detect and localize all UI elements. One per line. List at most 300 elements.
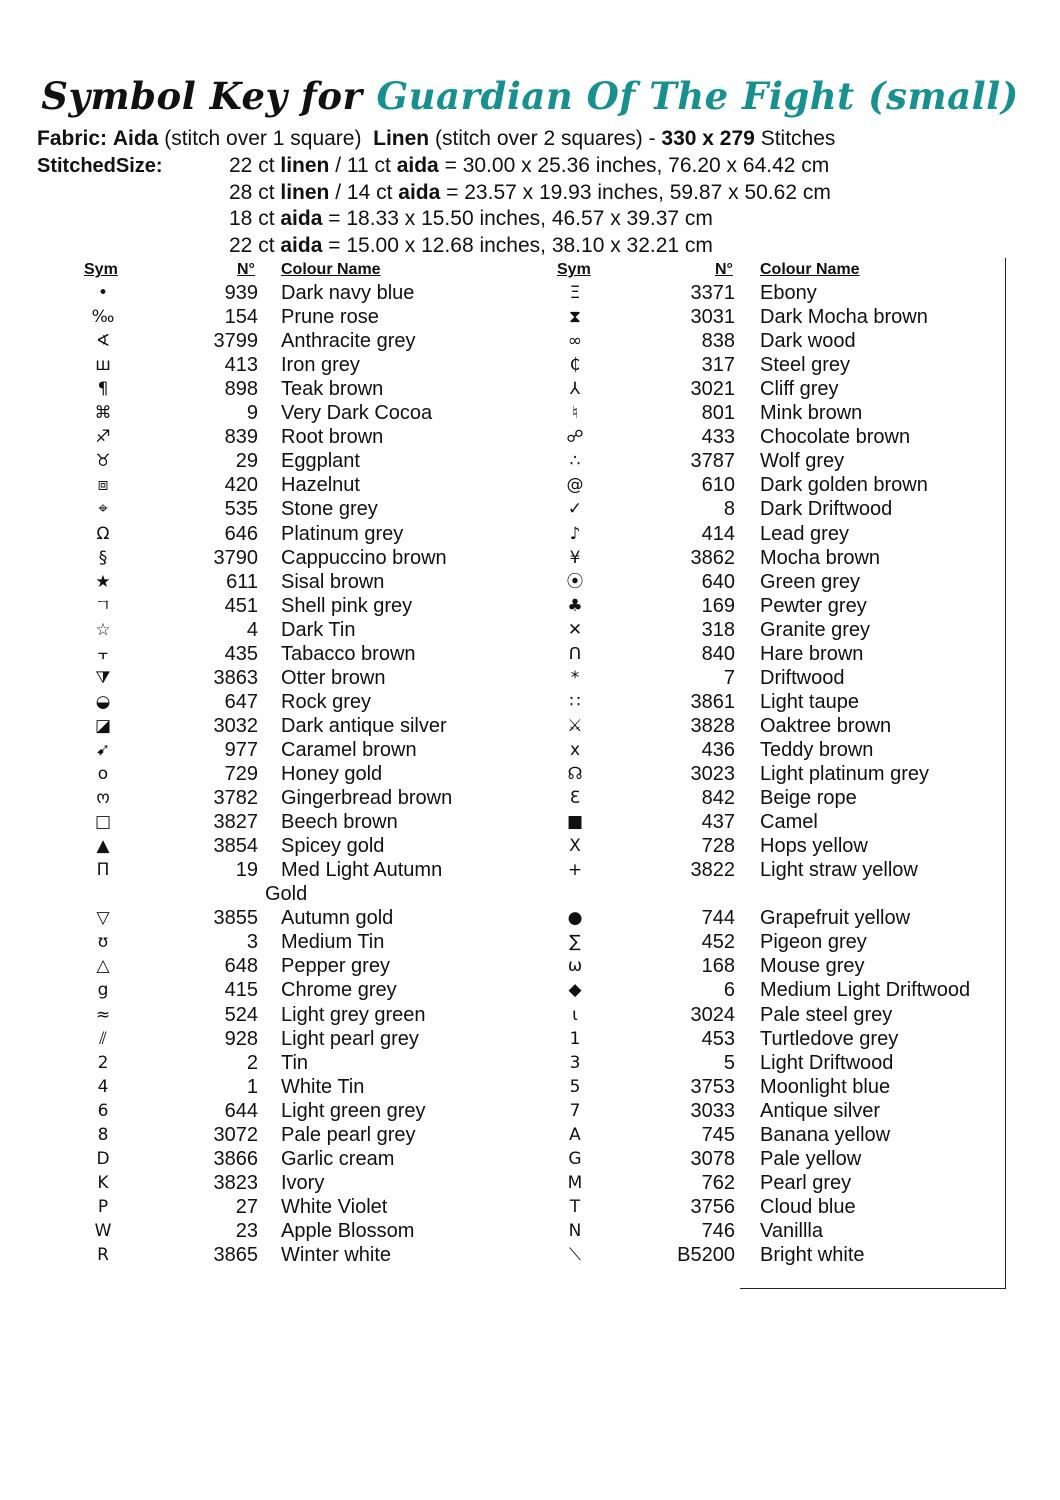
key-row bbox=[0, 1075, 1000, 1099]
thread-number: 3032 bbox=[213, 714, 258, 737]
thread-number: 8 bbox=[723, 498, 735, 521]
thread-number: 3827 bbox=[213, 811, 258, 834]
stitch-symbol: ⧈ bbox=[97, 475, 109, 496]
stitch-symbol: ᑎ bbox=[568, 643, 582, 664]
right-sym-header: Sym bbox=[557, 261, 591, 278]
stitch-symbol: ♮ bbox=[571, 403, 579, 424]
key-row bbox=[0, 1171, 1000, 1195]
colour-name: Teak brown bbox=[281, 378, 384, 401]
colour-name: Pepper grey bbox=[281, 955, 390, 978]
key-row bbox=[0, 786, 1000, 810]
colour-name: Dark Mocha brown bbox=[760, 306, 928, 329]
aida-word: Aida bbox=[112, 127, 159, 150]
colour-name: Autumn gold bbox=[281, 907, 394, 930]
thread-number: 437 bbox=[701, 811, 735, 834]
colour-name: Light straw yellow bbox=[760, 859, 918, 882]
colour-name: Mink brown bbox=[760, 402, 863, 425]
thread-number: 5 bbox=[723, 1051, 735, 1074]
stitch-symbol: R bbox=[97, 1245, 109, 1265]
thread-number: 3828 bbox=[690, 714, 735, 737]
key-row bbox=[0, 401, 1000, 425]
stitch-symbol: ≈ bbox=[95, 1004, 111, 1025]
left-num-header: N° bbox=[237, 261, 255, 278]
stitch-symbol: ✓ bbox=[567, 499, 583, 520]
thread-number: 744 bbox=[701, 907, 735, 930]
colour-name: Eggplant bbox=[281, 450, 360, 473]
stitch-symbol: M bbox=[567, 1172, 583, 1193]
thread-number: 413 bbox=[224, 354, 258, 377]
key-row bbox=[0, 1123, 1000, 1147]
colour-name: Beech brown bbox=[281, 811, 398, 834]
thread-number: 27 bbox=[235, 1195, 258, 1218]
stitch-symbol: ♪ bbox=[569, 523, 581, 544]
size-rest: = 15.00 x 12.68 inches, 38.10 x 32.21 cm bbox=[328, 233, 713, 257]
colour-name: Pigeon grey bbox=[760, 931, 867, 954]
stitch-symbol: ㄱ bbox=[94, 595, 112, 616]
colour-name: Rock grey bbox=[281, 690, 372, 713]
thread-number: 1 bbox=[246, 1075, 258, 1098]
key-row bbox=[0, 1099, 1000, 1123]
thread-number: 3855 bbox=[213, 907, 258, 930]
key-row bbox=[0, 1243, 1000, 1267]
thread-number: 535 bbox=[224, 498, 258, 521]
stitch-symbol: § bbox=[98, 547, 108, 568]
size-rest: = 23.57 x 19.93 inches, 59.87 x 50.62 cm bbox=[446, 180, 831, 204]
size-count: 22 ct bbox=[229, 233, 275, 257]
colour-name: Caramel brown bbox=[281, 738, 417, 761]
colour-name: Pale steel grey bbox=[760, 1003, 893, 1026]
stitch-symbol: ➹ bbox=[95, 739, 111, 760]
colour-name: Banana yellow bbox=[760, 1123, 891, 1146]
colour-name: Chocolate brown bbox=[760, 426, 911, 449]
thread-number: 610 bbox=[701, 474, 735, 497]
thread-number: 23 bbox=[235, 1219, 258, 1242]
colour-name: Dark navy blue bbox=[281, 282, 415, 304]
colour-name: Very Dark Cocoa bbox=[281, 402, 433, 425]
colour-name: Granite grey bbox=[760, 618, 871, 641]
thread-number: 451 bbox=[224, 594, 258, 617]
colour-name: Dark Driftwood bbox=[760, 498, 893, 521]
stitch-symbol: N bbox=[568, 1220, 582, 1241]
size-rest: = 30.00 x 25.36 inches, 76.20 x 64.42 cm bbox=[444, 154, 830, 177]
key-row bbox=[0, 738, 1000, 762]
key-row bbox=[0, 353, 1000, 377]
colour-name: Light platinum grey bbox=[760, 763, 929, 785]
colour-name: Pale pearl grey bbox=[281, 1123, 416, 1146]
fabric-line bbox=[37, 128, 835, 149]
colour-name: Cliff grey bbox=[760, 378, 839, 401]
stitch-symbol: ო bbox=[96, 788, 110, 809]
key-row bbox=[0, 1195, 1000, 1219]
thread-number: 452 bbox=[701, 931, 735, 954]
right-num-header: N° bbox=[715, 261, 733, 278]
colour-name: Antique silver bbox=[760, 1099, 881, 1122]
colour-name: Root brown bbox=[281, 426, 384, 449]
thread-number: 3863 bbox=[213, 666, 258, 689]
thread-number: 3823 bbox=[213, 1171, 258, 1194]
size-count: 28 ct bbox=[229, 180, 275, 204]
colour-name: Apple Blossom bbox=[281, 1219, 415, 1242]
thread-number: 647 bbox=[224, 690, 258, 713]
stitch-symbol: W bbox=[94, 1220, 112, 1241]
colour-name: Light pearl grey bbox=[281, 1027, 419, 1050]
key-row bbox=[0, 1147, 1000, 1171]
stitch-symbol: g bbox=[97, 980, 109, 1001]
thread-number: 646 bbox=[224, 522, 258, 545]
thread-number: 420 bbox=[224, 474, 258, 497]
stitch-symbol: ⌘ bbox=[94, 403, 112, 424]
thread-number: 842 bbox=[701, 787, 735, 810]
key-row bbox=[0, 594, 1000, 618]
thread-number: 3865 bbox=[213, 1244, 258, 1266]
stitch-symbol: ♉ bbox=[95, 451, 111, 472]
colour-name: Tabacco brown bbox=[281, 642, 416, 665]
thread-number: 414 bbox=[701, 522, 735, 545]
thread-number: 9 bbox=[246, 402, 258, 425]
colour-name: Winter white bbox=[281, 1244, 392, 1266]
colour-name: White Tin bbox=[281, 1075, 365, 1098]
stitch-symbol: ☍ bbox=[566, 427, 584, 448]
thread-number: 317 bbox=[701, 354, 735, 377]
stitch-symbol: 1 bbox=[569, 1028, 581, 1049]
thread-number: 839 bbox=[224, 426, 258, 449]
thread-number: 977 bbox=[224, 738, 258, 761]
left-sym-header: Sym bbox=[84, 261, 118, 278]
stitch-symbol: 4 bbox=[97, 1076, 109, 1097]
colour-name: Shell pink grey bbox=[281, 594, 413, 617]
key-row bbox=[0, 449, 1000, 473]
stitch-symbol: • bbox=[97, 283, 109, 303]
stitch-symbol: 2 bbox=[97, 1052, 109, 1073]
key-row bbox=[0, 425, 1000, 449]
colour-name: Light Driftwood bbox=[760, 1051, 894, 1074]
colour-name: Dark golden brown bbox=[760, 474, 928, 497]
stitch-symbol: ¥ bbox=[569, 547, 581, 568]
thread-number: 640 bbox=[701, 570, 735, 593]
colour-name: Teddy brown bbox=[760, 738, 874, 761]
colour-name: Pearl grey bbox=[760, 1171, 852, 1194]
thread-number: 3072 bbox=[213, 1123, 258, 1146]
stitch-dimensions: 330 x 279 bbox=[661, 127, 755, 150]
key-row bbox=[0, 930, 1000, 954]
thread-number: 3078 bbox=[690, 1147, 735, 1170]
fabric-label: Fabric: bbox=[37, 127, 108, 150]
stitched-size-line bbox=[229, 208, 713, 229]
thread-number: B5200 bbox=[677, 1244, 735, 1266]
linen-note: (stitch over 2 squares) - bbox=[434, 127, 656, 150]
thread-number: 746 bbox=[701, 1219, 735, 1242]
stitch-symbol: Ɛ bbox=[569, 788, 581, 809]
key-row bbox=[0, 690, 1000, 714]
thread-number: 644 bbox=[224, 1099, 258, 1122]
stitch-symbol: + bbox=[567, 860, 583, 881]
colour-name: Hare brown bbox=[760, 642, 864, 665]
stitch-symbol: ★ bbox=[95, 571, 111, 592]
key-row bbox=[0, 281, 1000, 305]
thread-number: 648 bbox=[224, 955, 258, 978]
thread-number: 19 bbox=[235, 859, 258, 882]
size-count: 18 ct bbox=[229, 207, 275, 230]
left-name-header: Colour Name bbox=[281, 261, 381, 278]
colour-name: Chrome grey bbox=[281, 979, 397, 1002]
thread-number: 939 bbox=[224, 282, 258, 304]
stitch-symbol: ⟍ bbox=[569, 1245, 581, 1265]
colour-name: Medium Tin bbox=[281, 931, 385, 954]
stitch-symbol: ⫟ bbox=[97, 643, 109, 664]
colour-name: Otter brown bbox=[281, 666, 386, 689]
colour-name: Gingerbread brown bbox=[281, 787, 453, 810]
stitch-symbol: ◪ bbox=[94, 715, 112, 736]
key-row bbox=[0, 858, 1000, 882]
size-mid: / 11 ct bbox=[335, 154, 391, 177]
thread-number: 729 bbox=[224, 763, 258, 785]
stitch-symbol: ◆ bbox=[568, 980, 582, 1001]
stitch-symbol: K bbox=[97, 1172, 109, 1193]
right-border-line bbox=[1005, 258, 1006, 1288]
stitch-symbol: * bbox=[570, 667, 580, 688]
colour-name: Driftwood bbox=[760, 666, 845, 689]
stitch-symbol: 6 bbox=[97, 1100, 109, 1121]
stitched-size-line bbox=[229, 182, 831, 203]
colour-name: Vanillla bbox=[760, 1219, 823, 1242]
colour-name: Medium Light Driftwood bbox=[760, 979, 971, 1002]
colour-name: Oaktree brown bbox=[760, 714, 892, 737]
stitch-symbol: Π bbox=[96, 860, 110, 881]
colour-name: Mouse grey bbox=[760, 955, 865, 978]
colour-name: Tin bbox=[281, 1051, 309, 1074]
stitch-symbol: ∷ bbox=[569, 691, 581, 712]
thread-number: 3031 bbox=[690, 306, 735, 329]
stitch-symbol: ω bbox=[567, 956, 583, 977]
colour-name: Cappuccino brown bbox=[281, 546, 447, 569]
size-fabric: aida bbox=[280, 233, 323, 257]
stitch-symbol: ‰ bbox=[91, 307, 115, 328]
colour-name: White Violet bbox=[281, 1195, 388, 1218]
key-row bbox=[0, 642, 1000, 666]
thread-number: 3822 bbox=[690, 859, 735, 882]
stitch-symbol: Ξ bbox=[569, 283, 581, 303]
colour-name: Lead grey bbox=[760, 522, 849, 545]
stitch-symbol: ш bbox=[95, 355, 111, 376]
thread-number: 453 bbox=[701, 1027, 735, 1050]
aida-note: (stitch over 1 square) bbox=[164, 127, 362, 150]
bottom-border-line bbox=[740, 1288, 1006, 1289]
thread-number: 3861 bbox=[690, 690, 735, 713]
key-row bbox=[0, 1051, 1000, 1075]
stitch-symbol: ∞ bbox=[567, 331, 583, 352]
stitch-symbol: A bbox=[569, 1124, 581, 1145]
stitch-symbol: 7 bbox=[569, 1100, 581, 1121]
thread-number: 6 bbox=[723, 979, 735, 1002]
size-count: 22 ct bbox=[229, 154, 275, 177]
stitched-size-label: StitchedSize: bbox=[37, 155, 163, 177]
key-row bbox=[0, 618, 1000, 642]
key-row bbox=[0, 570, 1000, 594]
size-rest: = 18.33 x 15.50 inches, 46.57 x 39.37 cm bbox=[328, 207, 713, 230]
key-row bbox=[0, 377, 1000, 401]
colour-name: Grapefruit yellow bbox=[760, 907, 911, 930]
stitch-symbol: ⦿ bbox=[566, 571, 584, 592]
key-row bbox=[0, 305, 1000, 329]
stitch-symbol: □ bbox=[94, 812, 112, 833]
stitch-symbol: ⧗ bbox=[569, 307, 581, 328]
key-row bbox=[0, 762, 1000, 786]
stitch-symbol: ∢ bbox=[95, 331, 111, 352]
key-row bbox=[0, 978, 1000, 1002]
colour-name: Ivory bbox=[281, 1171, 325, 1194]
colour-name: Mocha brown bbox=[760, 546, 881, 569]
thread-number: 3854 bbox=[213, 835, 258, 858]
stitch-symbol: ₵ bbox=[569, 355, 581, 376]
stitched-size-line bbox=[229, 235, 713, 256]
colour-name: Stone grey bbox=[281, 498, 378, 521]
stitch-symbol: ▽ bbox=[96, 908, 110, 929]
colour-name: Garlic cream bbox=[281, 1147, 395, 1170]
stitch-symbol: ¶ bbox=[97, 379, 109, 400]
stitch-symbol: ⧩ bbox=[95, 667, 111, 688]
key-row bbox=[0, 1219, 1000, 1243]
thread-number: 3862 bbox=[690, 546, 735, 569]
colour-name: Platinum grey bbox=[281, 522, 404, 545]
colour-name: Iron grey bbox=[281, 354, 360, 377]
stitch-symbol: ʊ bbox=[97, 932, 109, 953]
thread-number: 745 bbox=[701, 1123, 735, 1146]
stitched-size-line bbox=[229, 155, 829, 176]
key-row bbox=[0, 1003, 1000, 1027]
colour-name: Hazelnut bbox=[281, 474, 360, 497]
stitch-symbol: ☆ bbox=[95, 619, 111, 640]
thread-number: 928 bbox=[224, 1027, 258, 1050]
thread-number: 318 bbox=[701, 618, 735, 641]
thread-number: 154 bbox=[224, 306, 258, 329]
linen-word: Linen bbox=[373, 127, 430, 150]
colour-name: Dark Tin bbox=[281, 618, 356, 641]
thread-number: 29 bbox=[235, 450, 258, 473]
title-prefix: Symbol Key for bbox=[41, 74, 363, 118]
thread-number: 611 bbox=[226, 570, 258, 593]
stitch-symbol: ✕ bbox=[567, 619, 583, 640]
colour-name: Prune rose bbox=[281, 306, 379, 329]
colour-name: Wolf grey bbox=[760, 450, 845, 473]
thread-number: 3866 bbox=[213, 1147, 258, 1170]
thread-number: 524 bbox=[224, 1003, 258, 1026]
stitch-symbol: G bbox=[568, 1148, 582, 1169]
thread-number: 7 bbox=[723, 666, 735, 689]
stitch-symbol: T bbox=[569, 1196, 581, 1217]
stitch-symbol: △ bbox=[96, 956, 110, 977]
key-row bbox=[0, 714, 1000, 738]
thread-number: 3790 bbox=[213, 546, 258, 569]
thread-number: 169 bbox=[701, 594, 735, 617]
thread-number: 762 bbox=[701, 1171, 735, 1194]
stitch-symbol: ☊ bbox=[567, 764, 583, 784]
thread-number: 838 bbox=[701, 330, 735, 353]
key-row bbox=[0, 834, 1000, 858]
thread-number: 840 bbox=[701, 642, 735, 665]
key-row bbox=[0, 954, 1000, 978]
stitch-symbol: ◒ bbox=[95, 691, 111, 712]
thread-number: 3782 bbox=[213, 787, 258, 810]
key-row bbox=[0, 810, 1000, 834]
stitch-symbol: P bbox=[97, 1196, 109, 1217]
thread-number: 728 bbox=[701, 835, 735, 858]
colour-name: Hops yellow bbox=[760, 835, 868, 858]
stitch-symbol: ♣ bbox=[567, 595, 583, 616]
colour-name: Sisal brown bbox=[281, 570, 385, 593]
page-title bbox=[0, 74, 1060, 118]
stitch-symbol: Ⅹ bbox=[569, 836, 581, 857]
key-row bbox=[0, 546, 1000, 570]
colour-name: Dark antique silver bbox=[281, 714, 447, 737]
colour-name: Pale yellow bbox=[760, 1147, 862, 1170]
key-row bbox=[0, 666, 1000, 690]
colour-name: Light taupe bbox=[760, 690, 859, 713]
thread-number: 3756 bbox=[690, 1195, 735, 1218]
size-fabric: aida bbox=[280, 207, 323, 230]
stitch-symbol: ■ bbox=[566, 812, 584, 833]
colour-name: Pewter grey bbox=[760, 594, 867, 617]
thread-number: 801 bbox=[701, 402, 735, 425]
stitch-symbol: Ω bbox=[96, 523, 110, 544]
right-name-header: Colour Name bbox=[760, 261, 860, 278]
key-row bbox=[0, 906, 1000, 930]
stitch-symbol: ▲ bbox=[96, 836, 110, 857]
thread-number: 3371 bbox=[690, 282, 735, 304]
stitch-symbol: ⚔ bbox=[567, 715, 583, 736]
size-fabric: linen bbox=[280, 154, 330, 177]
thread-number: 898 bbox=[224, 378, 258, 401]
key-row bbox=[0, 522, 1000, 546]
colour-name: Camel bbox=[760, 811, 818, 834]
thread-number: 433 bbox=[701, 426, 735, 449]
colour-name: Dark wood bbox=[760, 330, 856, 353]
key-row bbox=[0, 329, 1000, 353]
colour-name-continued: Gold bbox=[265, 883, 308, 906]
thread-number: 3024 bbox=[690, 1003, 735, 1026]
thread-number: 3 bbox=[246, 931, 258, 954]
size-fabric: linen bbox=[280, 180, 330, 204]
thread-number: 3023 bbox=[690, 763, 735, 785]
thread-number: 435 bbox=[224, 642, 258, 665]
colour-name: Light grey green bbox=[281, 1003, 426, 1026]
colour-name: Green grey bbox=[760, 570, 861, 593]
thread-number: 3787 bbox=[690, 450, 735, 473]
thread-number: 4 bbox=[246, 618, 258, 641]
colour-name: Med Light Autumn bbox=[281, 859, 443, 882]
thread-number: 3033 bbox=[690, 1099, 735, 1122]
stitch-symbol: ● bbox=[567, 908, 583, 929]
thread-number: 168 bbox=[701, 955, 735, 978]
thread-number: 415 bbox=[224, 979, 258, 1002]
stitch-symbol: 3 bbox=[569, 1052, 581, 1073]
stitch-symbol: ∑ bbox=[569, 932, 581, 953]
stitch-symbol: ⅄ bbox=[569, 379, 581, 400]
key-row bbox=[0, 497, 1000, 521]
colour-name: Light green grey bbox=[281, 1099, 426, 1122]
thread-number: 3799 bbox=[213, 330, 258, 353]
stitch-symbol: ♐ bbox=[95, 427, 111, 448]
colour-name: Steel grey bbox=[760, 354, 851, 377]
pattern-name: Guardian Of The Fight (small) bbox=[376, 74, 1019, 118]
thread-number: 3753 bbox=[690, 1075, 735, 1098]
thread-number: 3021 bbox=[690, 378, 735, 401]
colour-name: Bright white bbox=[760, 1244, 865, 1266]
stitch-symbol: ɩ bbox=[572, 1004, 578, 1025]
size-fabric2: aida bbox=[396, 154, 439, 177]
colour-name: Cloud blue bbox=[760, 1195, 856, 1218]
stitch-symbol: D bbox=[96, 1148, 110, 1169]
key-row bbox=[0, 473, 1000, 497]
